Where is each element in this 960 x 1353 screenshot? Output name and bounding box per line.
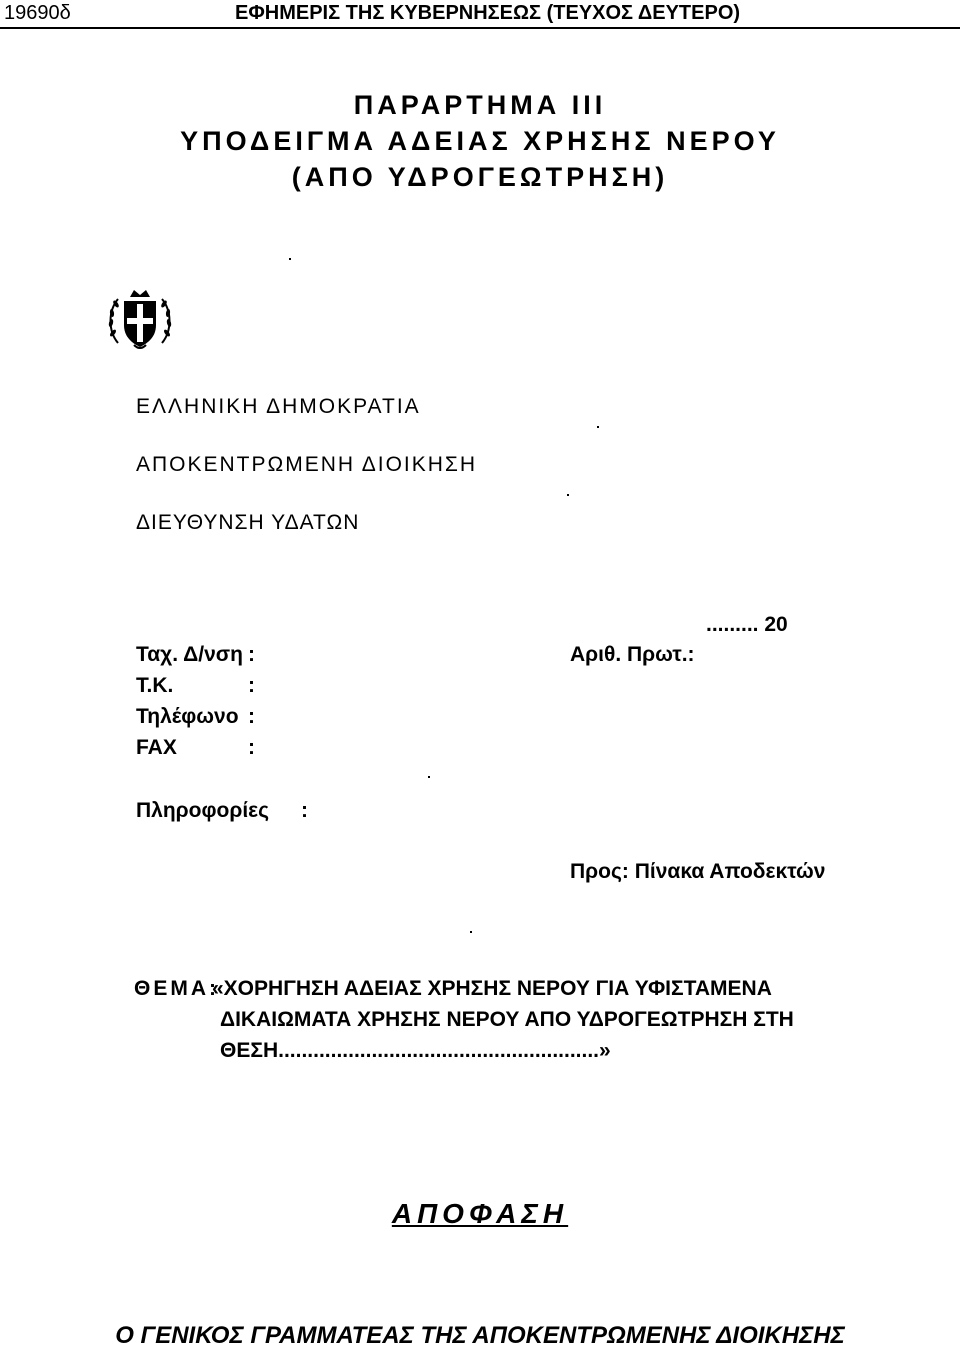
authority-administration: ΑΠΟΚΕΝΤΡΩΜΕΝΗ ΔΙΟΙΚΗΣΗ xyxy=(136,453,478,476)
page-number: 19690δ xyxy=(4,2,71,24)
address-label: Ταχ. Δ/νση xyxy=(136,643,243,666)
gazette-title: ΕΦΗΜΕΡΙΣ ΤΗΣ ΚΥΒΕΡΝΗΣΕΩΣ (ΤΕΥΧΟΣ ΔΕΥΤΕΡΟ) xyxy=(235,2,741,24)
date-field: ......... 20 xyxy=(706,613,788,636)
subject-line-1: «ΧΟΡΗΓΗΣΗ ΑΔΕΙΑΣ ΧΡΗΣΗΣ ΝΕΡΟΥ ΓΙΑ ΥΦΙΣΤΑΜΕΝΑ xyxy=(212,977,772,1000)
decision-title: ΑΠΟΦΑΣΗ xyxy=(391,1198,569,1229)
phone-colon: : xyxy=(248,705,255,728)
postal-code-label: Τ.Κ. xyxy=(136,674,174,697)
protocol-number-label: Αριθ. Πρωτ.: xyxy=(570,643,695,666)
scan-speck xyxy=(470,931,472,933)
info-colon: : xyxy=(301,799,308,822)
scan-speck xyxy=(597,426,599,428)
authority-country: ΕΛΛΗΝΙΚΗ ΔΗΜΟΚΡΑΤΙΑ xyxy=(136,395,421,418)
subject-line-2: ΔΙΚΑΙΩΜΑΤΑ ΧΡΗΣΗΣ ΝΕΡΟΥ ΑΠΟ ΥΔΡΟΓΕΩΤΡΗΣΗ ΣΤΗ xyxy=(220,1008,794,1031)
address-colon: : xyxy=(248,643,255,666)
signatory-title: Ο ΓΕΝΙΚΟΣ ΓΡΑΜΜΑΤΕΑΣ ΤΗΣ ΑΠΟΚΕΝΤΡΩΜΕΝΗΣ ΔΙΟΙΚΗΣΗΣ xyxy=(115,1322,845,1349)
fax-label: FAX xyxy=(136,736,177,759)
authority-directorate: ΔΙΕΥΘΥΝΣΗ ΥΔΑΤΩΝ xyxy=(136,511,360,534)
postal-code-colon: : xyxy=(248,674,255,697)
scan-speck xyxy=(289,258,291,260)
recipient-line: Προς: Πίνακα Αποδεκτών xyxy=(570,860,826,883)
subject-label: ΘΕΜΑ: xyxy=(134,977,219,1000)
fax-colon: : xyxy=(248,736,255,759)
scan-speck xyxy=(567,494,569,496)
subject-line-3: ΘΕΣΗ.......................................................» xyxy=(220,1039,611,1062)
annex-subtitle: ΥΠΟΔΕΙΓΜΑ ΑΔΕΙΑΣ ΧΡΗΣΗΣ ΝΕΡΟΥ xyxy=(180,126,780,156)
scan-speck xyxy=(428,776,430,778)
info-label: Πληροφορίες xyxy=(136,799,270,822)
greek-coat-of-arms-icon xyxy=(104,285,176,357)
header-rule xyxy=(0,27,960,29)
annex-title: ΠΑΡΑΡΤΗΜΑ ΙΙΙ xyxy=(353,90,607,120)
phone-label: Τηλέφωνο xyxy=(136,705,239,728)
annex-subtitle-2: (ΑΠΟ ΥΔΡΟΓΕΩΤΡΗΣΗ) xyxy=(291,162,669,192)
